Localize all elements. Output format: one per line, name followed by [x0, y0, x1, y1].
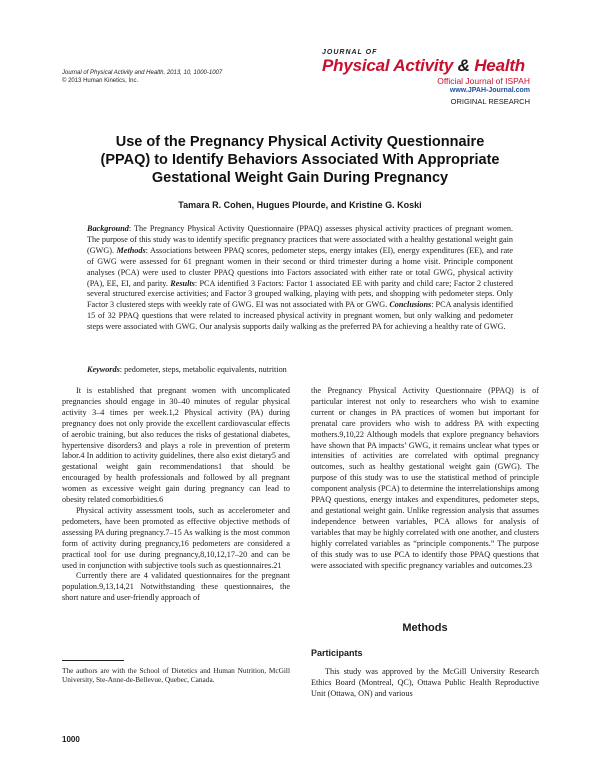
- intro-paragraph-1: It is established that pregnant women with uncomplicated pregnancies should engage in 30–40 minutes of regular physical activity 3–4 times per week.1,2 Physical activity (PA) during pregnancy does not only provide the excellent cardiovascular effects of aerobic training, but also reduces the risks of gestational diabetes, hypertensive disorders3 and plays a role in prevention of preterm labor.4 In addition to activity guidelines, there also exist dietary5 and gestational weight gain recommendations1 that should be encouraged by health professionals and followed by all pregnant women as excessive weight gain during pregnancy can lead to obesity related comorbidities.6: [62, 386, 290, 505]
- abstract-background-text: : The Pregnancy Physical Activity Questionnaire (PPAQ) assesses physical activity practices of pregnant women. The purpose of this study was to identify specific pregnancy practices that were associated with a healthy gestational weight gain (GWG).: [87, 224, 513, 255]
- abstract: [87, 224, 513, 333]
- intro-paragraph-3: Currently there are 4 validated questionnaires for the pregnant population.9,13,14,21 Notwithstanding these questionnaires, the short nature and user-friendly approach of: [62, 571, 290, 603]
- abstract-results-label: Results: [170, 278, 195, 288]
- abstract-methods-label: Methods: [116, 245, 146, 255]
- abstract-methods-text: : Associations between PPAQ scores, pedometer steps, energy intakes (EI), energy expenditures (EE), and rate of GWG were assessed for 61 pregnant women in their second or third trimester during a home visit. Principle component analyses (PCA) were used to cluster PPAQ questions into Factors associated with either rate or total GWG, physical activity (PA), EE, EI, and parity.: [87, 245, 513, 288]
- journal-name-top: JOURNAL OF: [322, 49, 378, 56]
- citation-line-2: © 2013 Human Kinetics, Inc.: [62, 78, 139, 84]
- page-number: 1000: [62, 735, 80, 744]
- abstract-background-label: Background: [87, 224, 129, 233]
- official-journal-line: Official Journal of ISPAH: [437, 76, 530, 86]
- journal-logo: [322, 56, 525, 76]
- article-title: [62, 133, 538, 187]
- participants-section: [311, 667, 539, 700]
- intro-paragraph-2: Physical activity assessment tools, such as accelerometer and pedometers, have been promoted as effective objective methods of assessing PA during pregnancy.7–15 As walking is the most common form of activity during pregnancy,16 pedometers are considered a practical tool for use during pregnancy,8,10,12,17–20 and can be used in conjunction with subjective tools such as questionnaires.21: [62, 505, 290, 570]
- journal-name-amp: &: [457, 56, 470, 75]
- article-section-label: ORIGINAL RESEARCH: [450, 97, 530, 106]
- journal-url-link[interactable]: www.JPAH-Journal.com: [449, 87, 530, 94]
- citation-line-1: Journal of Physical Activity and Health, 2013, 10, 1000-1007: [62, 70, 223, 76]
- keywords-text: : pedometer, steps, metabolic equivalents, nutrition: [119, 365, 287, 374]
- keywords-label: Keywords: [87, 365, 120, 374]
- participants-heading: Participants: [311, 648, 363, 658]
- body-right-column: [311, 386, 539, 571]
- keywords: [87, 365, 513, 376]
- title-line-2: (PPAQ) to Identify Behaviors Associated With Appropriate: [100, 152, 500, 168]
- title-line-1: Use of the Pregnancy Physical Activity Questionnaire: [115, 134, 485, 150]
- intro-paragraph-4: the Pregnancy Physical Activity Questionnaire (PPAQ) is of particular interest not only to researchers who wish to examine current or changes in PA practices of women but important for prenatal care providers who wish to address PA with expecting mothers.9,10,22 Although models that explore pregnancy behaviors have shown that PA impacts’ GWG, it remains unclear what types or intensities of activities are correlated with optimal pregnancy outcomes, such as healthy gestational weight gain (GWG). The purpose of this study was to use the statistical method of principle component analysis (PCA) to determine the interrelationships among PPAQ questions, energy intakes and expenditures, pedometer steps, and gestational weight gain. Unlike regression analysis that assumes independence between variables, PCA allows for analysis of variables that may be highly correlated with one another, and clusters highly correlated variables as “principle components.” The purpose of this study was to use PCA to identify those PPAQ questions that were associated with specific pregnancy variables and outcomes.23: [311, 386, 539, 570]
- author-list: Tamara R. Cohen, Hugues Plourde, and Kristine G. Koski: [178, 200, 422, 210]
- journal-name-part1: Physical Activity: [322, 56, 454, 75]
- abstract-conclusions-label: Conclusions: [389, 300, 432, 310]
- title-line-3: Gestational Weight Gain During Pregnancy: [151, 170, 449, 186]
- participants-paragraph: This study was approved by the McGill University Research Ethics Board (Montreal, QC), Ottawa Public Health Reproductive Unit (Ottawa, ON) and various: [311, 667, 539, 698]
- methods-heading: Methods: [402, 622, 448, 634]
- abstract-results-text: : PCA identified 3 Factors: Factor 1 associated EE with parity and child care; Factor 2 clustered several structured exercise activities; and Factor 3 grouped walking, playing with pets, and shopping with pedometer steps. Only Factor 3 clustered steps with weekly rate of GWG. EI was not associated with PA or GWG.: [87, 278, 513, 310]
- body-left-column: [62, 386, 290, 604]
- journal-name-part2: Health: [474, 56, 525, 75]
- abstract-conclusions-text: : PCA analysis identified 15 of 32 PPAQ questions that were related to increased physical activity in pregnant women, but only walking and pedometer steps were associated with GWG. Our analysis supports daily walking as the preferred PA for achieving a healthy rate of GWG.: [87, 300, 513, 332]
- footnote-rule: [62, 660, 124, 661]
- journal-citation: [62, 69, 322, 85]
- author-affiliation-footnote: The authors are with the School of Dietetics and Human Nutrition, McGill University, Ste-Anne-de-Bellevue, Quebec, Canada.: [62, 666, 290, 685]
